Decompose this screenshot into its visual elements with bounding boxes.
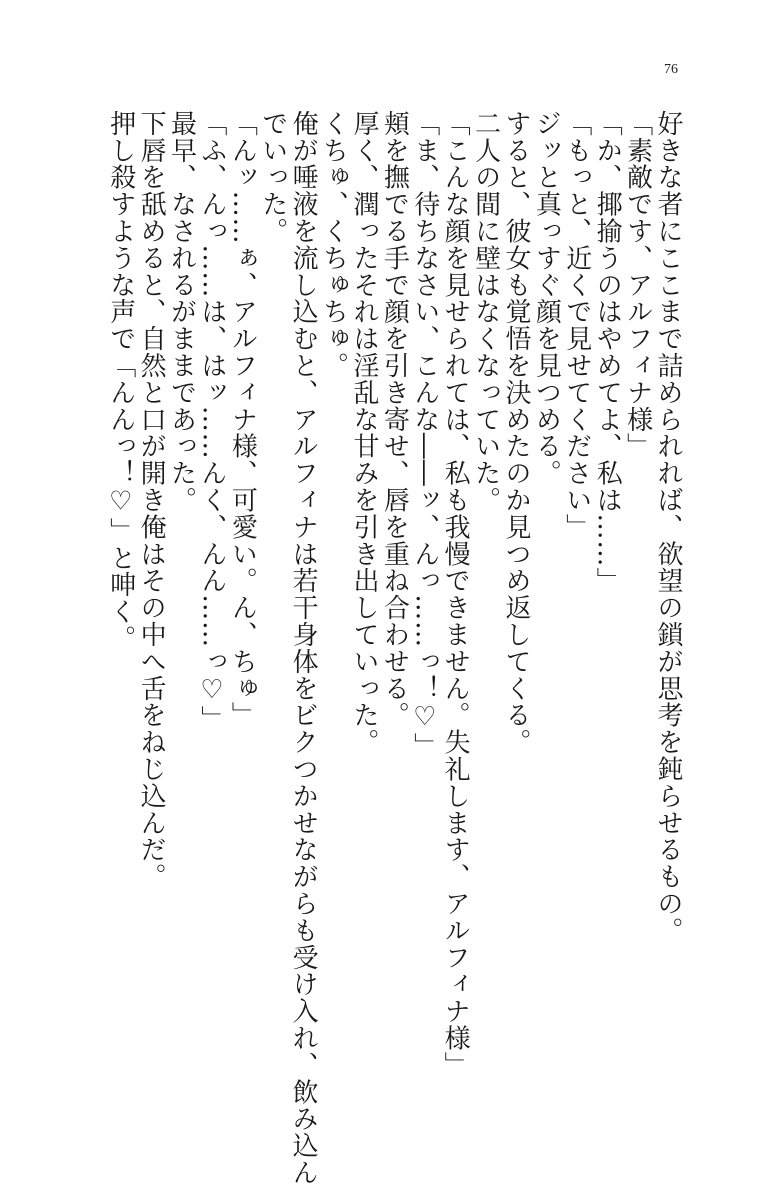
text-line-9: 「ま、待ちなさい、こんな――ッ、んっ……っ！♡」 (409, 110, 440, 760)
text-line-13: 俺が唾液を流し込むと、アルフィナは若干身体をビクつかせながらも受け入れ、飲み込ん (288, 110, 319, 1186)
text-line-19: 押し殺すような声で「んんっ！♡」と呻く。 (105, 110, 136, 652)
text-line-14: でいった。 (257, 110, 288, 245)
text-line-3: 「か、揶揄うのはやめてよ、私は……」 (592, 110, 623, 595)
text-line-17: 最早、なされるがままであった。 (166, 110, 197, 514)
text-line-8: 「こんな顔を見せられては、私も我慢できません。失礼します、アルフィナ様」 (440, 110, 471, 1079)
text-line-5: ジッと真っすぐ顔を見つめる。 (531, 110, 562, 487)
text-line-12: くちゅ、くちゅちゅ。 (318, 110, 349, 379)
vertical-body-text (105, 110, 683, 1186)
text-line-7: 二人の間に壁はなくなっていた。 (470, 110, 501, 514)
text-line-16: 「ふ、んっ……は、はッ……んく、んん……っ♡」 (196, 110, 227, 733)
text-line-18: 下唇を舐めると、自然と口が開き俺はその中へ舌をねじ込んだ。 (136, 110, 167, 891)
text-line-15: 「んッ……ぁ、アルフィナ様、可愛い。ん、ちゅ」 (227, 110, 258, 729)
text-line-1: 好きな者にここまで詰められれば、欲望の鎖が思考を鈍らせるもの。 (653, 110, 683, 944)
text-line-10: 頬を撫でる手で顔を引き寄せ、唇を重ね合わせる。 (379, 110, 410, 729)
text-line-6: すると、彼女も覚悟を決めたのか見つめ返してくる。 (500, 110, 531, 756)
text-line-4: 「もっと、近くで見せてください」 (561, 110, 592, 541)
page-number: 76 (664, 62, 678, 77)
text-line-11: 厚く、潤ったそれは淫乱な甘みを引き出していった。 (348, 110, 379, 756)
text-line-2: 「素敵です、アルフィナ様」 (622, 110, 653, 460)
